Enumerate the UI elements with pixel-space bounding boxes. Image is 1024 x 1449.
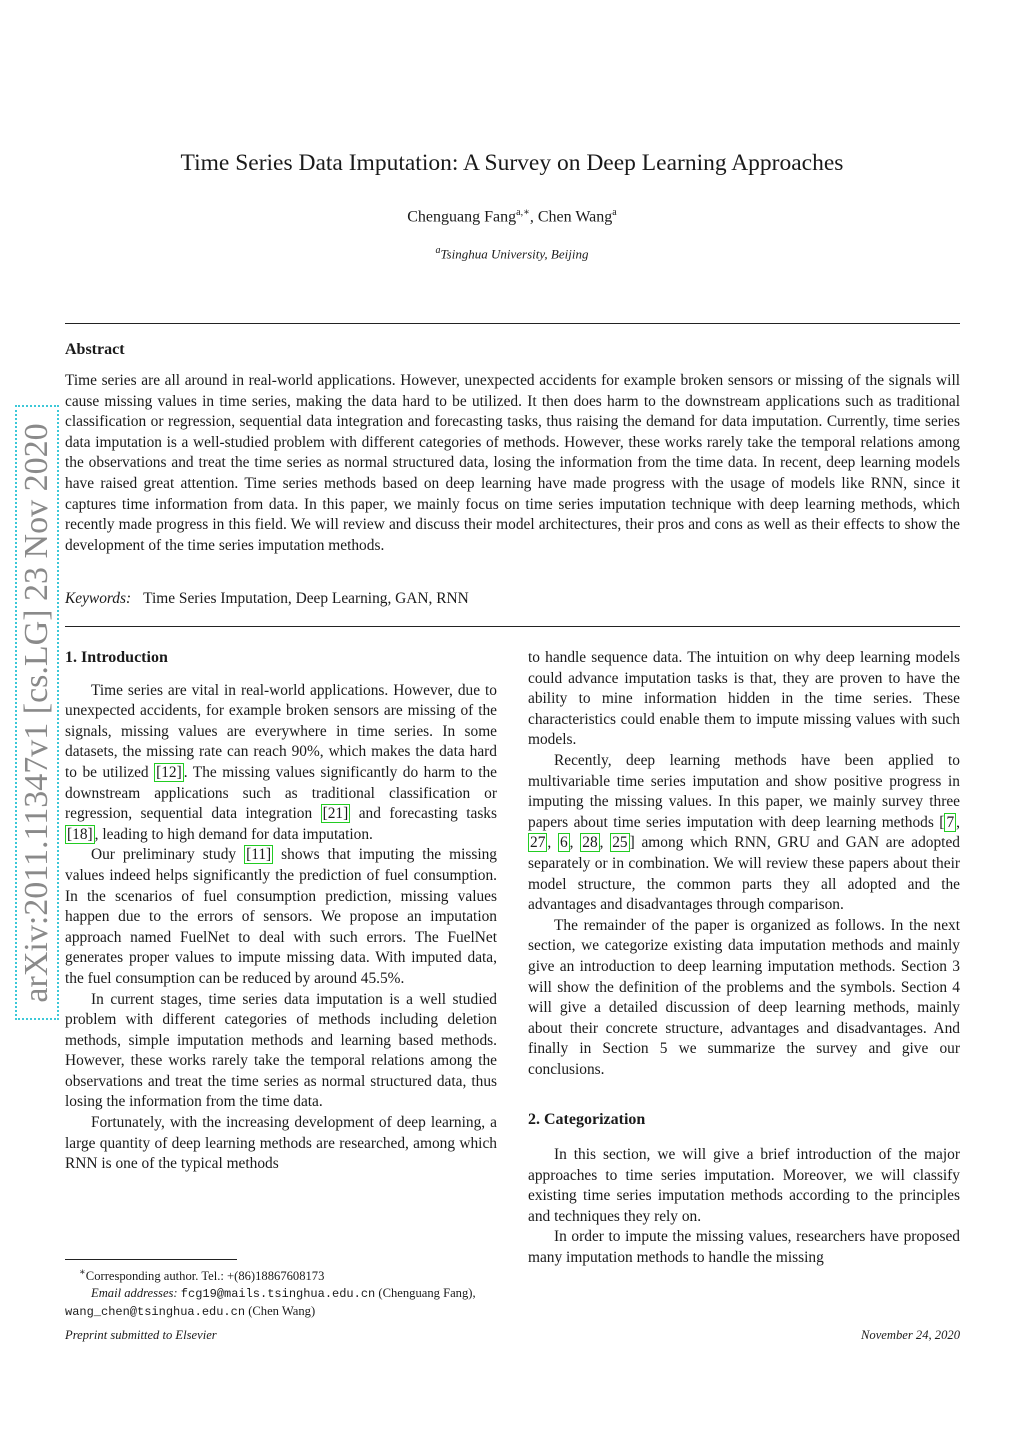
author-name: Chen Wang bbox=[537, 208, 613, 226]
citation-link[interactable]: [12] bbox=[156, 763, 182, 781]
section-heading-introduction: 1. Introduction bbox=[65, 649, 168, 666]
paragraph-text: and forecasting tasks bbox=[350, 805, 497, 823]
author-affiliation-mark: a,∗ bbox=[516, 207, 530, 218]
footnote bbox=[65, 1264, 497, 1321]
email-link[interactable]: wang_chen@tsinghua.edu.cn bbox=[65, 1305, 246, 1320]
citation-link[interactable]: [11] bbox=[246, 846, 272, 864]
citation-bracket: ] bbox=[629, 834, 635, 852]
paragraph-text: shows that imputing the missing values indeed helps significantly the prediction of fuel consumption. In the scenarios of fuel consumption prediction, missing values happen due to the errors of sensors. We propose an imputation approach named FuelNet to deal with such errors. The FuelNet generates proper values to impute missing data. With imputed data, the fuel consumption can be reduced by around 45.5%. bbox=[65, 846, 498, 987]
paragraph-text: among which RNN, GRU and GAN are adopted separately or in combination. We will review these papers about their model structure, the common parts they all adopted and the advantages and disadvantages through comparison. bbox=[528, 834, 960, 914]
footnote-corresponding bbox=[65, 1264, 497, 1285]
email-owner: (Chen Wang) bbox=[248, 1304, 316, 1319]
paragraph: to handle sequence data. The intuition on why deep learning models could advance imputation tasks is that, they are proven to have the ability to mine information hidden in the time series. These characteristics could enable them to impute missing values with such models. bbox=[528, 649, 960, 749]
right-column bbox=[528, 648, 960, 1269]
preprint-note: Preprint submitted to Elsevier bbox=[65, 1328, 217, 1342]
footnote-text: Corresponding author. Tel.: +(86)18867608173 bbox=[85, 1269, 325, 1284]
paragraph-text: , leading to high demand for data imputation. bbox=[94, 825, 373, 843]
paragraph: In this section, we will give a brief introduction of the major approaches to time series imputation. Moreover, we will classify existing time series imputation methods according to the principles and techniques they rely on. bbox=[528, 1146, 960, 1225]
paragraph-text: Our preliminary study bbox=[91, 846, 245, 864]
paragraph: In current stages, time series data imputation is a well studied problem with different categories of methods including deletion methods, simple imputation methods and learning based methods. However, these works rarely take the temporal relations among the observations and treat the time series as normal structured data, thus losing the information from the time data. bbox=[65, 990, 497, 1111]
paragraph bbox=[65, 681, 497, 846]
keywords-text: Time Series Imputation, Deep Learning, GAN, RNN bbox=[143, 590, 469, 607]
left-column bbox=[65, 648, 497, 1175]
citation-link[interactable]: 28 bbox=[582, 834, 598, 852]
affiliation bbox=[0, 245, 1024, 262]
affiliation-text: Tsinghua University, Beijing bbox=[440, 246, 589, 262]
author-affiliation-mark: a bbox=[612, 207, 617, 218]
paragraph: Fortunately, with the increasing development of deep learning, a large quantity of deep learning methods are researched, among which RNN is one of the typical methods bbox=[65, 1114, 497, 1173]
author-name: Chenguang Fang bbox=[407, 208, 517, 226]
submission-date: November 24, 2020 bbox=[861, 1328, 960, 1342]
footnote-divider bbox=[65, 1259, 237, 1260]
citation-link[interactable]: [21] bbox=[322, 805, 349, 823]
abstract-divider bbox=[65, 626, 960, 627]
author-separator: , bbox=[529, 208, 538, 226]
citation-link[interactable]: 25 bbox=[612, 834, 628, 852]
section-heading-categorization: 2. Categorization bbox=[528, 1111, 646, 1129]
abstract-body: Time series are all around in real-world applications. However, unexpected accidents for example broken sensors or missing of the signals will cause missing values in time series, making the data hard to be utilized. It then does harm to the downstream applications such as traditional classification or regression, sequential data integration and forecasting tasks, thus raising the demand for data imputation. Currently, time series data imputation is a well-studied problem with different categories of methods. However, these works rarely take the temporal relations among the observations and treat the time series as normal structured data, losing the information from the time data. In recent, deep learning models have raised great attention. Time series methods based on deep learning have made progress with the usage of models like RNN, since it captures time information from data. In this paper, we mainly focus on time series imputation technique with deep learning methods, which recently made progress in this field. We will review and discuss their model architectures, their pros and cons as well as their effects to show the development of the time series imputation methods. bbox=[65, 372, 960, 554]
keywords-label: Keywords: bbox=[65, 590, 132, 607]
paragraph-text: . The missing values significantly do harm to the downstream applications such as traditional classification or regression, sequential data integration bbox=[65, 763, 497, 823]
arxiv-stamp[interactable] bbox=[15, 405, 59, 1020]
paragraph: In order to impute the missing values, researchers have proposed many imputation methods to handle the missing bbox=[528, 1228, 960, 1267]
citation-bracket: [ bbox=[939, 813, 945, 831]
paragraph-text: Time series are vital in real-world applications. However, due to unexpected accidents, for example broken sensors are missing of the signals, missing values are everywhere in time series. In some datasets, the missing rate can reach 90%, which makes the data hard to be utilized bbox=[65, 681, 497, 781]
paragraph: Recently, deep learning methods have been applied to multivariable time series imputation and show positive progress in imputing the missing values. In this paper, we mainly survey three papers about time series imputation with deep learning methods [ 7 , 27 , 6 , 28 , 25 ] among which RNN, GRU and GAN are adopted separately or in combination. We will review these papers about their model structure, the common parts they all adopted and the advantages and disadvantages through comparison. bbox=[528, 751, 960, 914]
footnote-emails bbox=[65, 1285, 497, 1321]
author-list bbox=[0, 207, 1024, 226]
citation-link[interactable]: 6 bbox=[559, 834, 568, 852]
affiliation-mark: a bbox=[435, 245, 441, 256]
email-owner: (Chenguang Fang), bbox=[378, 1286, 476, 1301]
keywords bbox=[65, 590, 469, 608]
email-label: Email addresses: bbox=[91, 1286, 178, 1301]
citation-link[interactable]: 27 bbox=[530, 834, 546, 852]
abstract-heading: Abstract bbox=[65, 341, 125, 358]
citation-link[interactable]: 7 bbox=[946, 813, 955, 831]
email-link[interactable]: fcg19@mails.tsinghua.edu.cn bbox=[180, 1287, 376, 1302]
paragraph: The remainder of the paper is organized as follows. In the next section, we categorize existing data imputation methods and mainly give an introduction to deep learning imputation methods. Section 3 will show the definition of the problems and the symbols. Section 4 will give a detailed discussion of deep learning methods, mainly about their concrete structure, advantages and disadvantages. And finally in Section 5 we summarize the survey and give our conclusions. bbox=[528, 916, 960, 1078]
footnote-mark: ∗ bbox=[79, 1267, 86, 1278]
paper-title: Time Series Data Imputation: A Survey on Deep Learning Approaches bbox=[180, 150, 844, 176]
top-divider bbox=[65, 323, 960, 324]
paragraph bbox=[65, 845, 497, 989]
citation-link[interactable]: [18] bbox=[67, 825, 93, 843]
arxiv-identifier[interactable]: arXiv:2011.11347v1 [cs.LG] 23 Nov 2020 bbox=[18, 422, 55, 1003]
paragraph-text: Recently, deep learning methods have been applied to multivariable time series imputation and show positive progress in imputing the missing values. In this paper, we mainly survey three papers about time series imputation with deep learning methods bbox=[528, 751, 960, 831]
